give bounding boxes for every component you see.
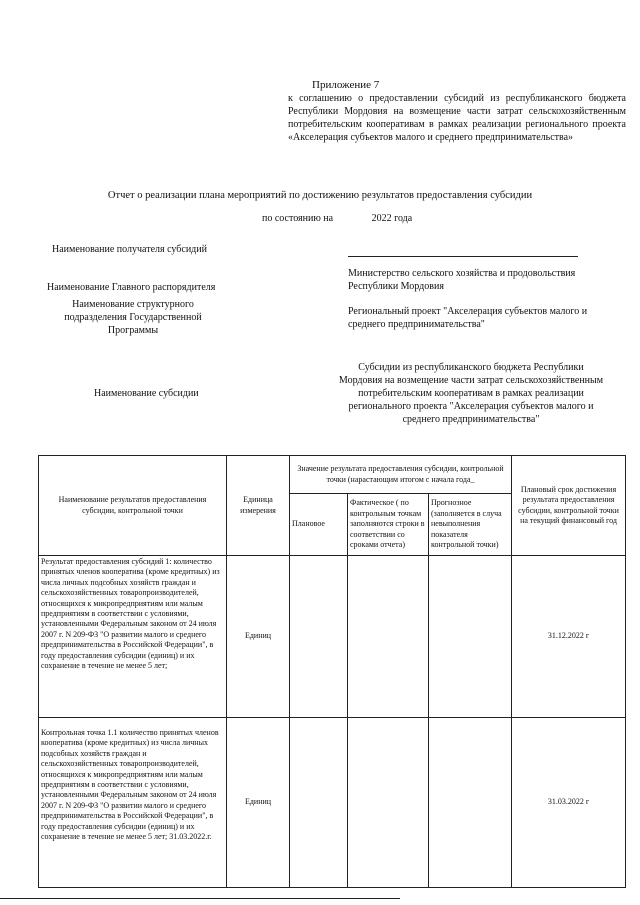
header-forecast: Прогнозное (заполняется в случа невыполнения показателя контрольной точки) (429, 494, 512, 556)
distributor-value: Министерство сельского хозяйства и продовольствия Республики Мордовия (348, 268, 576, 292)
header-deadline: Плановый срок достижения результата предоставления субсидии, контрольной точки на текущий финансовый год (512, 456, 626, 556)
structural-label: Наименование структурного подразделения Государственной Программы (64, 299, 202, 336)
structural-value: Региональный проект "Акселерация субъектов малого и среднего предпринимательства" (348, 306, 588, 330)
row-actual (348, 556, 429, 718)
row-deadline: 31.12.2022 г (512, 556, 626, 718)
subsidy-label: Наименование субсидии (94, 388, 199, 399)
row-unit: Единиц (227, 718, 290, 888)
state-label: по состоянию на (262, 213, 334, 224)
recipient-label: Наименование получателя субсидий (52, 244, 207, 255)
header-actual: Фактическое ( по контрольным точкам заполняются строки в соответствии со сроками отчета) (348, 494, 429, 556)
table-row (39, 718, 626, 888)
row-planned (290, 556, 348, 718)
report-title: Отчет о реализации плана мероприятий по достижению результатов предоставления субсидии (107, 190, 533, 201)
row-name: Результат предоставления субсидий 1: количество принятых членов кооператива (кроме кредитных) из числа личных подсобных хозяйств граждан и сельскохозяйственных товаропроизводителей, относящихся к микропредприятиям или малым предприятиям в соответствии с условиями, установленными Федеральным законом от 24 июля 2007 г. N 209-ФЗ "О развитии малого и среднего предпринимательства в Российской Федерации", в году предоставления субсидии (единиц) и их сохранение в течение не менее 5 лет; (39, 556, 227, 718)
table-row (39, 556, 626, 718)
row-planned (290, 718, 348, 888)
report-year: 2022 года (371, 213, 413, 224)
row-deadline: 31.03.2022 г (512, 718, 626, 888)
header-planned: Плановое (290, 494, 348, 556)
row-forecast (429, 718, 512, 888)
row-name: Контрольная точка 1.1 количество принятых членов кооператива (кроме кредитных) из числа личных подсобных хозяйств граждан и сельскохозяйственных товаропроизводителей, относящихся к микропредприятиям или малым предприятиям в соответствии с условиями, установленными Федеральным законом от 24 июля 2007 г. N 209-ФЗ "О развитии малого и среднего предпринимательства в Российской Федерации", в году предоставления субсидии (единиц) и их сохранение в течение не менее 5 лет; 31.03.2022.г. (39, 718, 227, 888)
distributor-label: Наименование Главного распорядителя (47, 282, 216, 293)
header-name: Наименование результатов предоставления субсидии, контрольной точки (39, 456, 227, 556)
header-unit: Единица измерения (227, 456, 290, 556)
subsidy-value: Субсидии из республиканского бюджета Республики Мордовия на возмещение части затрат сельскохозяйственным потребительским кооперативам в рамках реализации регионального проекта "Акселерация субъектов малого и среднего предпринимательства" (338, 362, 604, 425)
appendix-title: Приложение 7 (312, 79, 380, 91)
recipient-fill-line (348, 256, 578, 257)
header-value-group: Значение результата предоставления субсидии, контрольной точки (нарастающим итогом с начала года_ (290, 456, 512, 494)
page-bottom-line (0, 898, 400, 899)
appendix-body: к соглашению о предоставлении субсидий из республиканского бюджета Республики Мордовия на возмещение части затрат сельскохозяйственным потребительским кооперативам в рамках реализации регионального проекта «Акселерация субъектов малого и среднего предпринимательства» (288, 93, 626, 143)
report-state-line (262, 213, 412, 224)
row-actual (348, 718, 429, 888)
row-unit: Единиц (227, 556, 290, 718)
results-table (38, 455, 626, 888)
row-forecast (429, 556, 512, 718)
